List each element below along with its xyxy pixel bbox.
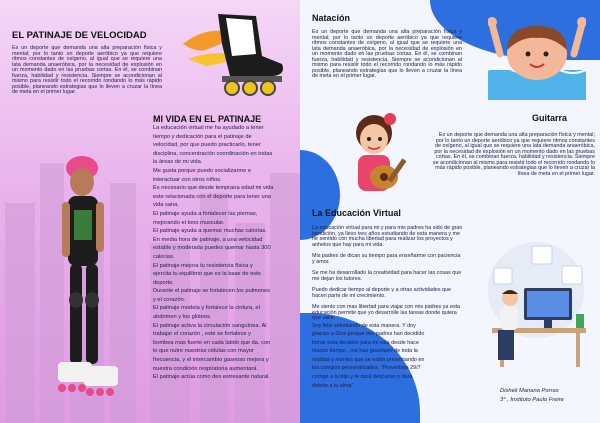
life-line: tiempo y dedicación para el patinaje de xyxy=(153,133,252,140)
child-skater-photo xyxy=(50,150,120,412)
right-panel xyxy=(300,0,600,423)
life-line: la áreas de mi vida. xyxy=(153,159,203,166)
education-title: La Educación Virtual xyxy=(312,208,401,218)
guitar-title: Guitarra xyxy=(532,113,568,123)
life-line: calorías. xyxy=(153,253,175,260)
life-text xyxy=(153,124,298,382)
life-line: lo que nutre nuestras células con mayor xyxy=(153,348,254,355)
life-line: bombea mas fuerte en cada latido que da, con xyxy=(153,339,271,346)
inline-skate-icon xyxy=(178,4,290,104)
education-paragraph: Puedo dedicar tiempo al deporte y a otras actividades que hacen parte de mi crecimiento. xyxy=(312,287,452,299)
life-line: disciplina, concentración coordinación en todas xyxy=(153,150,273,157)
education-line: gracias a Dios porque mis padres han decidido xyxy=(312,331,425,338)
education-line: los colegios personalizados. "Proverbios 29/7 xyxy=(312,365,421,372)
life-line: ejercita tu equilibrio que es la base de este xyxy=(153,271,261,278)
author-school: 3° , Instituto Paulo Freire xyxy=(500,397,564,403)
life-line: nuestra condición respiratoria aumentará. xyxy=(153,365,258,372)
education-paragraph: Se me ha desarrollado la creatividad para hacer las cosas que me dejan los tutores. xyxy=(312,270,462,282)
swimming-title: Natación xyxy=(312,13,351,23)
life-line: El patinaje modela y fortalece la cintura, el xyxy=(153,305,260,312)
life-line: este relacionada con el deporte para tener una xyxy=(153,193,271,200)
life-line: Me gusta porque puedo socializarme e xyxy=(153,167,252,174)
guitar-girl-illustration xyxy=(340,111,412,197)
swimmer-illustration xyxy=(488,14,586,100)
life-line: El patinaje ayuda a quemar muchas calorías. xyxy=(153,228,267,235)
education-line: mucho tiempo , me han guardado de toda la xyxy=(312,348,418,355)
life-line: interactuar con otros niños. xyxy=(153,176,222,183)
life-line: Es necesario que desde temprana edad mi vida xyxy=(153,185,274,192)
life-line: El patinaje mejora tu resistencia física y xyxy=(153,262,253,269)
education-paragraph: Me siento con mas libertad para viajar con mis padres ya esta educación permite que yo desarrolle las tareas donde quiera que valla. xyxy=(312,304,461,321)
life-line: deporte. xyxy=(153,279,174,286)
life-line: velocidad, por que puedo practicarlo, tener xyxy=(153,142,261,149)
education-text xyxy=(312,226,464,390)
life-line: El patinaje activa la circulación sanguínea. Al xyxy=(153,322,267,329)
life-line: La educación virtual me ha ayudado a tener xyxy=(153,125,264,131)
life-line: estable y moderada puedes quemar hasta 300 xyxy=(153,245,271,252)
life-line: y el corazón. xyxy=(153,296,186,303)
skating-intro: Es un deporte que demanda una alta preparación física y mental; por lo tanto un deporte aeróbico ya que requiere ritmos constantes de oxígeno, al igual que se requiere una lata demanda anaeróbica, por la necesidad de explosión en un momento dado en las pruebas cortas. En él, se combinan fuerza, habilidad y resistencia. Siempre se acondicionan al mismo para resistir todo el recorrido rondando lo más rápido posible, planeando estrategias que lo lleven a cruzar la línea de meta en el primer lugar. xyxy=(12,45,162,95)
life-line: En media hora de patinaje, a una velocidad xyxy=(153,236,263,243)
education-line: maldad y mentes que se están presentando en xyxy=(312,356,425,363)
education-paragraph: Mis padres de dican su tiempo para enseñarme con paciencia y amor. xyxy=(312,253,461,265)
life-title: MI VIDA EN EL PATINAJE xyxy=(153,114,262,124)
virtual-education-illustration xyxy=(472,238,592,368)
life-line: Durante el patinaje se fortalecen los pulmones xyxy=(153,288,270,295)
author-name: Disheli Mariana Porras xyxy=(500,388,559,394)
skating-title: EL PATINAJE DE VELOCIDAD xyxy=(12,30,147,41)
guitar-text: Es un deporte que demanda una alta preparación física y mental; por lo tanto un deporte aeróbico ya que requiere ritmos constantes de oxígeno, al igual que se requiere una lata demanda anaeróbica, por la necesidad de explosión en un momento dado en las pruebas cortas. En él, se combinan fuerza, habilidad y resistencia. Siempre se acondicionan al mismo para resistir todo el recorrido rondando lo más rápido posible, planeando estrategias que lo lleven a cruzar la línea de meta en el primer lugar. xyxy=(432,132,595,177)
education-paragraph: La educación virtual para mi y para mis padres ha sido de gran bendición, ya llevo tres años estudiando de esta manera y me he sentido con mucha libertad para realizar los proyectos y anhelos que hay para mi vida. xyxy=(312,225,463,248)
life-line: abdomen y los glúteos. xyxy=(153,314,212,321)
life-line: mejorando el tono muscular. xyxy=(153,219,225,226)
life-line: trabajar el corazón , esté se fortalece y xyxy=(153,331,252,338)
life-line: El patinaje ayuda a fortalecer las piernas, xyxy=(153,210,258,217)
swimming-text: Es un deporte que demanda una alta preparación física y mental; por lo tanto un deporte aeróbico ya que requiere ritmos constantes de oxígeno, al igual que se requiere una lata demanda anaeróbica, por la necesidad de explosión en un momento dado en las pruebas cortas. En él, se combinan fuerza, habilidad y resistencia. Siempre se acondicionan al mismo para resistir todo el recorrido rondando lo más rápido posible, planeando estrategias que lo lleven a cruzar la línea de meta en el primer lugar. xyxy=(312,29,462,79)
education-line: deleite a tu alma". xyxy=(312,382,355,389)
life-line: vida sana. xyxy=(153,202,179,209)
life-line: frecuencia, y el intercambio gaseoso mejora y xyxy=(153,357,269,364)
education-line: Soy feliz estudiando de esta manera. Y doy xyxy=(312,322,416,329)
education-line: tomar esta decisión para mi vida desde hace xyxy=(312,339,419,346)
education-line: corrige a tu hijo y te dará descanso y dará xyxy=(312,374,413,381)
life-line: El patinaje actúa como des estresante natural. xyxy=(153,374,270,381)
